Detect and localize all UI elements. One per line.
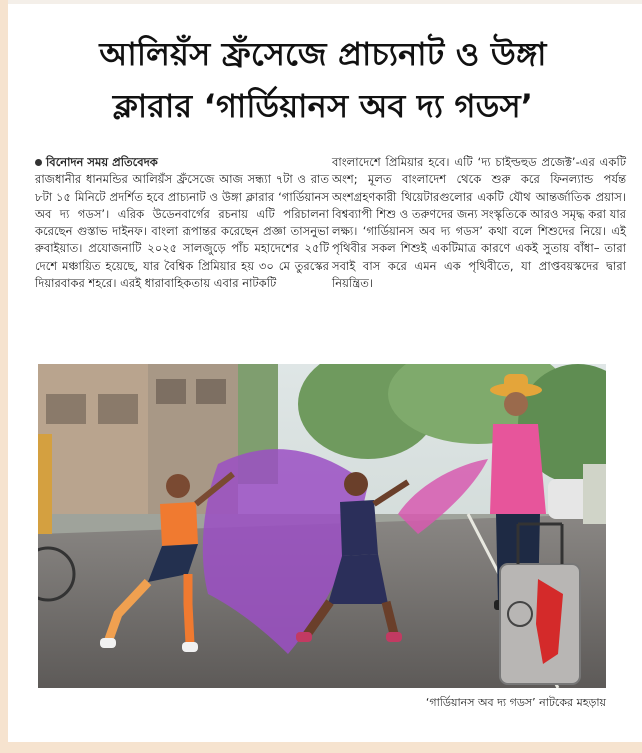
rehearsal-photo <box>38 364 606 688</box>
photo-caption: ‘গার্ডিয়ানস অব দ্য গডস’ নাটকের মহড়ায় <box>425 696 606 709</box>
photo-illustration <box>38 364 606 688</box>
byline <box>35 154 329 171</box>
headline-line-1: আলিয়ঁস ফ্রঁসেজে প্রাচ্যনাট ও উঙ্গা <box>99 35 547 73</box>
body-text-left: রাজধানীর ধানমন্ডির আলিয়ঁস ফ্রঁসেজে আজ সন্ধ্যা ৭টা ও রাত ৮টা ১৫ মিনিটে প্রদর্শিত হবে প্রাচ্যনাট ও উঙ্গা ক্লারার ‘গার্ডিয়ানস অব দ্য গডস’। এরিক উডেনবার্গের রচনায় এটি পরিচালনা করেছেন গুস্তাভ দাইনফ। বাংলা রূপান্তর করেছেন প্রজ্ঞা তাসনুভা রুবাইয়াত। প্রযোজনাটি ২০২৫ সালজুড়ে পাঁচ মহাদেশের ২৫টি দেশে মঞ্চায়িত হয়েছে, যার বৈশ্বিক প্রিমিয়ার হয় ৩০ মে তুরস্কের দিয়ারবাকর শহরে। এরই ধারাবাহিকতায় এবার নাটকটি <box>35 172 329 291</box>
article-column-left <box>35 154 329 292</box>
byline-text: বিনোদন সময় প্রতিবেদক <box>46 155 158 169</box>
headline <box>14 28 632 132</box>
building-left <box>38 364 148 534</box>
article-column-right <box>332 154 626 292</box>
bullet-icon <box>35 159 42 166</box>
body-text-right: বাংলাদেশে প্রিমিয়ার হবে। এটি ‘দ্য চাইল্ডহুড প্রজেক্ট’-এর একটি অংশ; মূলত বাংলাদেশ থেকে শুরু করে ফিনল্যান্ড পর্যন্ত অংশগ্রহণকারী থিয়েটারগুলোর একটি যৌথ আন্তর্জাতিক প্রয়াস। বিশ্বব্যাপী শিশু ও তরুণদের জন্য সংস্কৃতিকে আরও সমৃদ্ধ করা যার লক্ষ্য। ‘গার্ডিয়ানস অব দ্য গডস’ কথা বলে শিশুদের নিয়ে। এই পৃথিবীর সকল শিশুই একটিমাত্র কারণে একই সুতায় বাঁধা– তারা সবাই বাস করে এমন এক পৃথিবীতে, যা প্রাপ্তবয়স্কদের দ্বারা নিয়ন্ত্রিত। <box>332 155 626 291</box>
page-bottom-edge <box>0 742 642 753</box>
page-left-margin <box>0 0 8 753</box>
headline-line-2: ক্লারার ‘গার্ডিয়ানস অব দ্য গডস’ <box>112 87 534 125</box>
page-top-edge <box>0 0 642 4</box>
